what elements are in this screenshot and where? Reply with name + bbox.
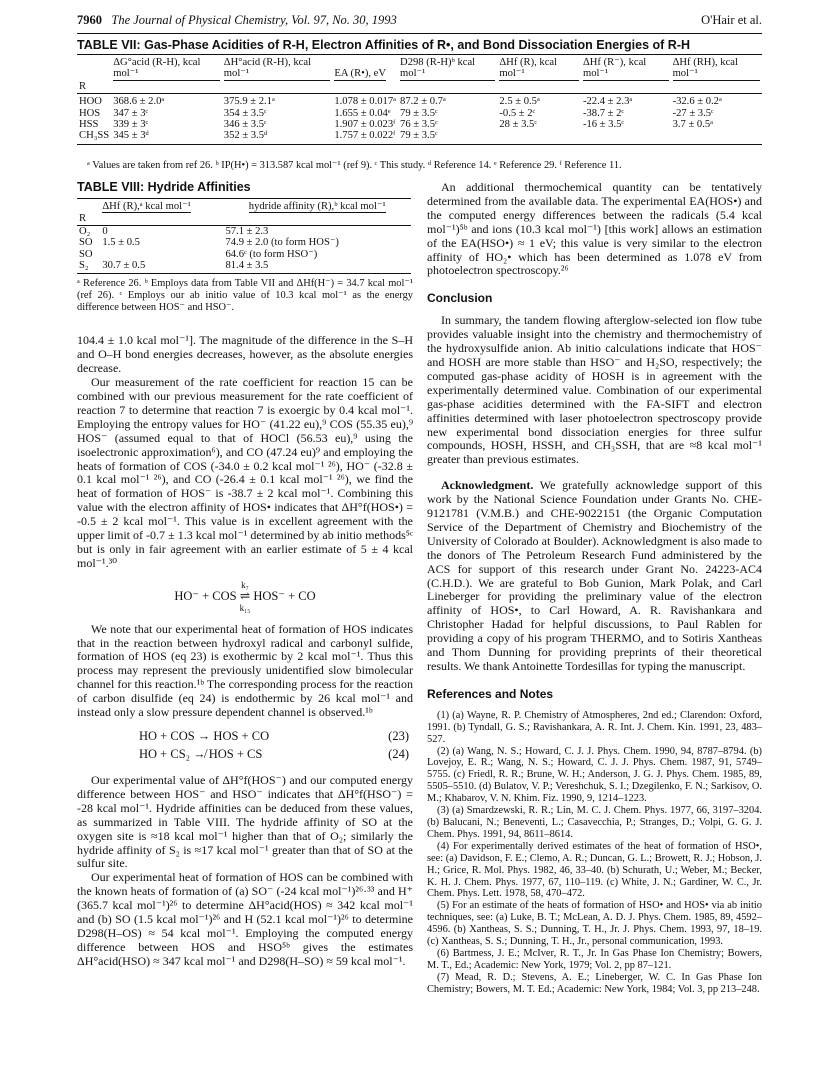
table-cell: 375.9 ± 2.1ᵃ — [223, 96, 275, 108]
table7 — [77, 54, 762, 145]
rate-constant-k15: k₁₅ — [239, 602, 251, 613]
t7-col-hfrm: ΔHf (R⁻), kcal mol⁻¹ — [583, 57, 669, 81]
table-cell: 345 ± 3ᵈ — [111, 130, 222, 144]
table-cell: 57.1 ± 2.3 — [225, 225, 269, 237]
table-cell: HSS — [79, 119, 99, 131]
table7-row — [77, 119, 762, 130]
table8-body — [77, 225, 411, 274]
paragraph: We note that our experimental heat of formation of HOS indicates that in the reaction between hydroxyl radical and carbonyl sulfide, formation of HOS (eq 23) is exothermic by 2 kcal mol⁻¹. Thus this process may represent the previously unidentified slow bimolecular channel for this reaction.¹ᵇ The corresponding process for the reaction of carbon disulfide (eq 24) is endothermic by 26 kcal mol⁻¹ and instead only a slow pressure dependent channel is observed.¹ᵇ — [77, 621, 413, 720]
table-cell: 354 ± 3.5ᶜ — [223, 107, 267, 119]
reference-item: (5) For an estimate of the heats of formation of HSO• and HOS• via ab initio techniques, see: (a) Luke, B. T.; McLean, A. D. J. Phys. Chem. 1985, 89, 4592–4596. (b) Xantheas, S. S.; Dunning, T. H., Jr. J. Phys. Chem. 1993, 97, 18–19. (c) Xantheas, S. S.; Dunning, T. H., Jr., personal communication, 1993. — [427, 900, 762, 948]
table7-row — [77, 94, 762, 108]
table-cell: -27 ± 3.5ᶜ — [672, 107, 714, 119]
conclusion-heading: Conclusion — [427, 291, 493, 306]
t7-col-r: R — [77, 81, 111, 94]
table-cell: 28 ± 3.5ᶜ — [499, 119, 538, 131]
table-cell: 76 ± 3.5ᶜ — [400, 119, 438, 131]
table-cell: O₂ — [79, 225, 91, 237]
t7-col-hfr: ΔHf (R), kcal mol⁻¹ — [499, 57, 579, 81]
table-cell: 368.6 ± 2.0ᵃ — [113, 96, 165, 108]
reference-item: (3) (a) Smardzewski, R. R.; Lin, M. C. J. Chem. Phys. 1977, 66, 3197–3204. (b) Balucani, N.; Beneventi, L.; Casavecchia, P.; Stranges, D.; Volpi, G. G. J. Chem. Phys. 1991, 94, 8611–8614. — [427, 805, 762, 840]
table-cell: CH₃SS — [77, 130, 111, 144]
t8-col-hf: ΔHf (R),ᵃ kcal mol⁻¹ — [102, 200, 191, 212]
paragraph: Our experimental heat of formation of HOS can be combined with the known heats of formation of (a) SO⁻ (-24 kcal mol⁻¹)²⁶·³³ and H⁺ (365.7 kcal mol⁻¹)²⁶ to determine ΔH°acid(HOS) ≈ 342 kcal mol⁻¹ and (b) SO (1.5 kcal mol⁻¹)²⁶ and H (52.1 kcal mol⁻¹)²⁶ to determine D298(H–OS) ≈ 54 kcal mol⁻¹. Employing the computed energy difference between HOS and HSO⁵ᵇ gives the estimates ΔH°acid(HSO) ≈ 347 kcal mol⁻¹ and D298(H–SO) ≈ 59 kcal mol⁻¹. — [77, 870, 413, 968]
table-cell: 1.655 ± 0.04ᵉ — [334, 107, 391, 119]
running-header — [77, 13, 762, 29]
table-cell: 352 ± 3.5ᵈ — [222, 130, 333, 144]
paragraph: Our experimental value of ΔH°f(HOS⁻) and our computed energy difference between HOS⁻ and HSO⁻ indicates that ΔH°f(HSO⁻) = -28 kcal mol⁻¹. Hydride affinities can be deduced from these values, as summarized in Table VIII. The hydride affinity of SO at the oxygen site is ≈18 kcal mol⁻¹ higher than that of O₂; similarly the hydride affinity of S₂ is ≈17 kcal mol⁻¹ greater than that of SO at the sulfur site. — [77, 773, 413, 871]
table-cell: 87.2 ± 0.7ᵃ — [400, 96, 446, 108]
table7-body — [77, 94, 762, 145]
t7-col-d298: D298 (R-H)ᵇ kcal mol⁻¹ — [400, 57, 495, 81]
paragraph: Our measurement of the rate coefficient for reaction 15 can be combined with our previous measurement for the rate coefficient of reaction 7 to determine that reaction 7 is exoergic by 0.4 kcal mol⁻¹. Employing the entropy values for HO⁻ (41.22 eu),⁹ COS (55.35 eu),⁹ HOS⁻ (assumed equal to that of HOCl (56.53 eu),⁹ using the isoelectronic approximation⁶), and CO (47.24 eu)⁹ and employing the heats of formation of COS (-34.0 ± 0.2 kcal mol⁻¹ ²⁶), HO⁻ (-32.8 ± 0.1 kcal mol⁻¹ ²⁶), and CO (-26.4 ± 0.1 kcal mol⁻¹ ²⁶), we find the heat of formation of HOS⁻ is -38.7 ± 2 kcal mol⁻¹. Combining this value with the electron affinity of HOS• indicates that ΔH°f(HOS•) = -0.5 ± 2 kcal mol⁻¹. This value is in excellent agreement with the upper limit of -0.7 ± 1.3 kcal mol⁻¹ determined by ab initio methods⁵ᶜ but is only in fair agreement with an earlier estimate of 5 ± 4 kcal mol⁻¹.³⁰ — [77, 375, 413, 570]
ack-text: We gratefully acknowledge support of this work by the National Science Foundation under Grants No. CHE-9121781 (V.M.B.) and CHE-9022151 (the Organic Computation Service of the Department of Chemistry and Biochemistry of the University of Colorado at Boulder). Acknowledgment is also made to the donors of The Petroleum Research Fund administered by the ACS for support of this research under Grant No. 24223-AC4 (C.H.D.). We are grateful to Bob Gunion, Mark Polak, and Carl Lineberger for providing the preliminary value of the electron affinity of HOS•, to Carl Howard, A. R. Ravishankara and Christopher Hadad for helpful discussions, to Paul Rablen for providing a copy of his program THERMO, and to Sotiris Xantheas and Thom Dunning for providing preprints of their theoretical results. We thank Antoinette Tordesillas for typing the manuscript. — [427, 478, 762, 673]
table-cell: -32.6 ± 0.2ᵃ — [672, 96, 722, 108]
table8-title: TABLE VIII: Hydride Affinities — [77, 180, 251, 194]
table-cell: S₂ — [77, 260, 100, 274]
table-cell: HOS — [79, 107, 101, 119]
page-number: 7960 — [77, 13, 102, 27]
table-cell: 3.7 ± 0.5ᵃ — [672, 119, 714, 131]
equation-text: HO + COS → HOS + CO — [139, 729, 270, 743]
reference-item: (4) For experimentally derived estimates of the heat of formation of HSO•, see: (a) Davidson, F. E.; Clemo, A. R.; Duncan, G. L.; Browett, R. J.; Hobson, J. H.; Grice, R. Mol. Phys. 1982, 46, 33–40. (b) Schurath, U.; Weber, M.; Becker, K. H. J. Chem. Phys. 1977, 67, 110–119. (c) White, J. N.; Gardiner, W. C., Jr. Chem. Phys. Lett. 1978, 58, 470–472. — [427, 840, 762, 900]
reference-item: (6) Bartmess, J. E.; McIver, R. T., Jr. In Gas Phase Ion Chemistry; Bowers, M. T., Ed.; Academic: New York, 1979; Vol. 2, pp 87–121. — [427, 947, 762, 971]
rate-constant-k7: k₇ — [241, 579, 249, 590]
table-cell: 1.078 ± 0.017ᵃ — [334, 96, 397, 108]
table-cell: 1.5 ± 0.5 — [102, 237, 140, 249]
table-cell: 64.6ᶜ (to form HSO⁻) — [225, 248, 318, 260]
table7-row — [77, 130, 762, 144]
author-header: O'Hair et al. — [701, 13, 762, 27]
table8 — [77, 198, 411, 274]
table-cell: 74.9 ± 2.0 (to form HOS⁻) — [225, 237, 339, 249]
table-cell: 81.4 ± 3.5 — [223, 260, 411, 274]
table7-title: TABLE VII: Gas-Phase Acidities of R-H, Electron Affinities of R•, and Bond Dissociation Energies of R-H — [77, 38, 691, 52]
table8-row — [77, 260, 411, 274]
t7-col-hfrh: ΔHf (RH), kcal mol⁻¹ — [673, 57, 760, 81]
t7-col-ea: EA (R•), eV — [334, 68, 387, 80]
left-column — [77, 181, 413, 969]
table-cell: HOO — [79, 96, 102, 108]
table-cell: -38.7 ± 2ᶜ — [582, 107, 625, 119]
paragraph: An additional thermochemical quantity can be tentatively determined from the available data. The experimental EA(HOS•) and the computed energy differences between the radicals (5.4 kcal mol⁻¹)⁵ᵇ and ions (10.3 kcal mol⁻¹) [this work] allows an estimation of the EA(HSO•) ≈ 1 eV; this value is very similar to the electron affinity of HO₂• which has been determined as 1.078 eV from photoelectron spectroscopy.²⁶ — [427, 180, 762, 278]
table-cell: 0 — [102, 225, 108, 237]
table-cell: 346 ± 3.5ᶜ — [223, 119, 267, 131]
reference-item: (7) Mead, R. D.; Stevens, A. E.; Lineberger, W. C. In Gas Phase Ion Chemistry; Bowers, M. T. Ed.; Academic: New York, 1984; Vol. 3, pp 213–248. — [427, 971, 762, 995]
references-list — [427, 710, 762, 996]
table7-footnote: ᵃ Values are taken from ref 26. ᵇ IP(H•) = 313.587 kcal mol⁻¹ (ref 9). ᶜ This study. ᵈ Reference 14. ᵉ Reference 29. ᶠ Reference 11. — [87, 160, 622, 171]
table-cell: SO — [79, 237, 93, 249]
equation-24 — [77, 748, 413, 766]
reference-item: (1) (a) Wayne, R. P. Chemistry of Atmospheres, 2nd ed.; Clarendon: Oxford, 1991. (b) Tyndall, G. S.; Ravishankara, A. R. Int. J. Chem. Kin. 1991, 23, 483–527. — [427, 709, 762, 745]
table-cell — [671, 130, 762, 144]
t8-col-ha: hydride affinity (R),ᵇ kcal mol⁻¹ — [248, 200, 386, 212]
equation-23 — [77, 730, 413, 748]
table-cell — [100, 249, 223, 260]
table-cell: 30.7 ± 0.5 — [100, 260, 223, 274]
header-rule — [77, 33, 762, 34]
equation-number: (24) — [388, 747, 409, 761]
t8-col-r: R — [77, 213, 100, 225]
table-cell — [581, 130, 671, 144]
t7-col-dg: ΔG°acid (R-H), kcal mol⁻¹ — [113, 57, 220, 81]
table-cell: -16 ± 3.5ᶜ — [582, 119, 625, 131]
equation-number: (23) — [388, 729, 409, 743]
table-cell: 79 ± 3.5ᶜ — [398, 130, 497, 144]
table-cell: SO — [79, 248, 93, 260]
paragraph: 104.4 ± 1.0 kcal mol⁻¹]. The magnitude of the difference in the S–H and O–H bond energies decreases, however, as the absolute energies decrease. — [77, 333, 413, 376]
journal-citation: The Journal of Physical Chemistry, Vol. 97, No. 30, 1993 — [111, 13, 397, 27]
right-column — [427, 181, 762, 996]
table8-row — [77, 249, 411, 260]
table8-row — [77, 225, 411, 237]
equation-text: HO + CS₂ ↛ HOS + CS — [139, 747, 263, 761]
ack-label: Acknowledgment. — [441, 478, 534, 493]
reference-item: (2) (a) Wang, N. S.; Howard, C. J. J. Phys. Chem. 1990, 94, 8787–8794. (b) Lovejoy, E. R.; Wang, N. S.; Howard, C. J. J. Phys. Chem. 1987, 91, 5749–5755. (c) Friedl, R. R.; Brune, W. H.; Anderson, J. G. J. Phys. Chem. 1985, 89, 5505–5510. (d) Bulatov, V. P.; Vereshchuk, S. I.; Dzegilenko, F. N.; Sarkisov, O. M.; Khabarov, V. N. Khim. Fiz. 1990, 9, 1214–1223. — [427, 745, 762, 805]
table-cell: 79 ± 3.5ᶜ — [400, 107, 438, 119]
table7-row — [77, 108, 762, 119]
acknowledgment — [427, 479, 762, 674]
table-cell: -22.4 ± 2.3ᵃ — [582, 96, 633, 108]
table-cell: 2.5 ± 0.5ᵃ — [499, 96, 540, 108]
table-cell: 339 ± 3ᶜ — [113, 119, 149, 131]
equation-k7 — [77, 581, 413, 613]
references-heading: References and Notes — [427, 686, 554, 701]
table-cell: 347 ± 3ᶜ — [113, 107, 149, 119]
table-cell: 1.907 ± 0.023ᶠ — [334, 119, 396, 131]
table8-row — [77, 237, 411, 248]
table-cell — [497, 130, 581, 144]
table-cell: -0.5 ± 2ᶜ — [499, 107, 536, 119]
paragraph: In summary, the tandem flowing afterglow-selected ion flow tube provides valuable insight into the chemistry and thermochemistry of the hydroxysulfide anion. Ab initio calculations indicate that HOS⁻ and HOSH are more stable than HSO⁻ and H₂SO, respectively; the computed gas-phase acidity of HOSH is in agreement with the experimentally determined value. Combination of our experimental gas-phase acidities determined with the FA-SIFT and electron affinities determined with laser photoelectron spectroscopy provide new experimental bond dissociation energies for three sulfur compounds, HOSH, HSSH, and CH₃SSH, that are ≈8 kcal mol⁻¹ greater than previous estimates. — [427, 313, 762, 467]
equation-text: HO⁻ + COS ⇌ HOS⁻ + CO — [174, 588, 316, 603]
table-cell: 1.757 ± 0.022ᶠ — [332, 130, 398, 144]
table8-footnote: ᵃ Reference 26. ᵇ Employs data from Table VII and ΔHf(H⁻) = 34.7 kcal mol⁻¹ (ref 26). ᶜ Employs our ab initio value of 10.3 kcal mol⁻¹ as the energy difference between HOS⁻ and HSO⁻. — [77, 278, 413, 314]
t7-col-dh: ΔH°acid (R-H), kcal mol⁻¹ — [224, 57, 331, 81]
